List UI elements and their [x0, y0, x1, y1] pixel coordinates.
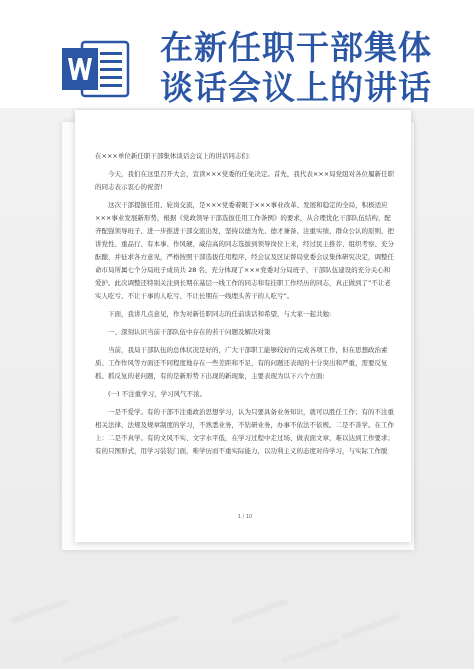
paragraph-problems: 当前，我局干部队伍的总体状况是好的，广大干部职工能够较好的完成各项工作，但在思想政治素质、工作作风等方面还不同程度地存在一些差距和不足，有的问题还表现的十分突出和严重，需要反复抓、抓反复的老问题，有的是新形势下出现的新现象，主要表现为以下六个方面:: [95, 346, 388, 380]
document-body: [95, 150, 395, 458]
title-line-1: 在新任职干部集体: [160, 28, 432, 67]
page-number: 1 / 10: [237, 514, 253, 520]
page-title: [160, 28, 460, 108]
title-line-2: 谈话会议上的讲话: [160, 68, 432, 107]
subsection-heading: (一) 不注重学习，学习风气不浓。: [108, 390, 207, 398]
section-heading: 一、深刻认识当前干部队伍中存在的若干问题及解决对策: [108, 328, 271, 336]
paragraph-background: 这次干部提拔任用、轮岗交流，是×××党委着眼于×××事业改革、发展和稳定的全局，积极适应×××事业发展新形势，根据《党政领导干部选拔任用工作条例》的要求，从合理优化干部队伍结构、配齐配强领导班子、进一步推进干部交流出发，坚持以德为先、德才兼备、注重实绩、群众公认的原则，把讲党性、重品行、有本事、作风硬、威信高的同志选拔到领导岗位上来，经过民主推荐、组织考察、充分酝酿，并征求各方意见，严格按照干部选拔任用程序，经会议及区证督局党委会议集体研究决定，调整任命市局所属七个分局班子成员共 28 名，充分体现了×××党委对分局班子、干部队伍建设的充分关心和爱护。此次调整还特别关注到长期在基层一线工作的同志和有挂职工作经历的同志，真正做到了“不让老实人吃亏、不让干事的人吃亏、不让长期在一线埋头苦干的人吃亏”。: [95, 201, 394, 300]
paragraph-intro: 今天，我们在这里召开大会，宣读×××党委的任免决定。首先，我代表×××局党组对各位履新任职的同志表示衷心的祝贺!: [95, 170, 395, 191]
watermark-pattern: [0, 600, 474, 669]
header-banner: [0, 0, 474, 108]
paragraph-study: 一是不爱学。有的干部不注重政治思想学习，认为只要具备业务知识，就可以胜任工作；有的不注重相关法律、法规及规章制度的学习，不熟悉业务，不钻研业务，办事不依法不依规。二是不善学。在工作上：二是不真学。有的文风不实、文字水平低，在学习过程中走过场、做表面文章，难以达到工作要求；有的只图形式，用学习装装门面，唯学历而不重实际能力，以功利主义的态度对待学习，与实际工作脱: [95, 408, 394, 455]
paragraph-outline: 下面，我讲几点意见，作为对新任职同志的任前谈话和希望，与大家一起共勉:: [108, 310, 332, 318]
word-document-icon: [60, 38, 130, 100]
salutation: 在×××单位新任职干部集体谈话会议上的讲话同志们:: [95, 152, 251, 160]
